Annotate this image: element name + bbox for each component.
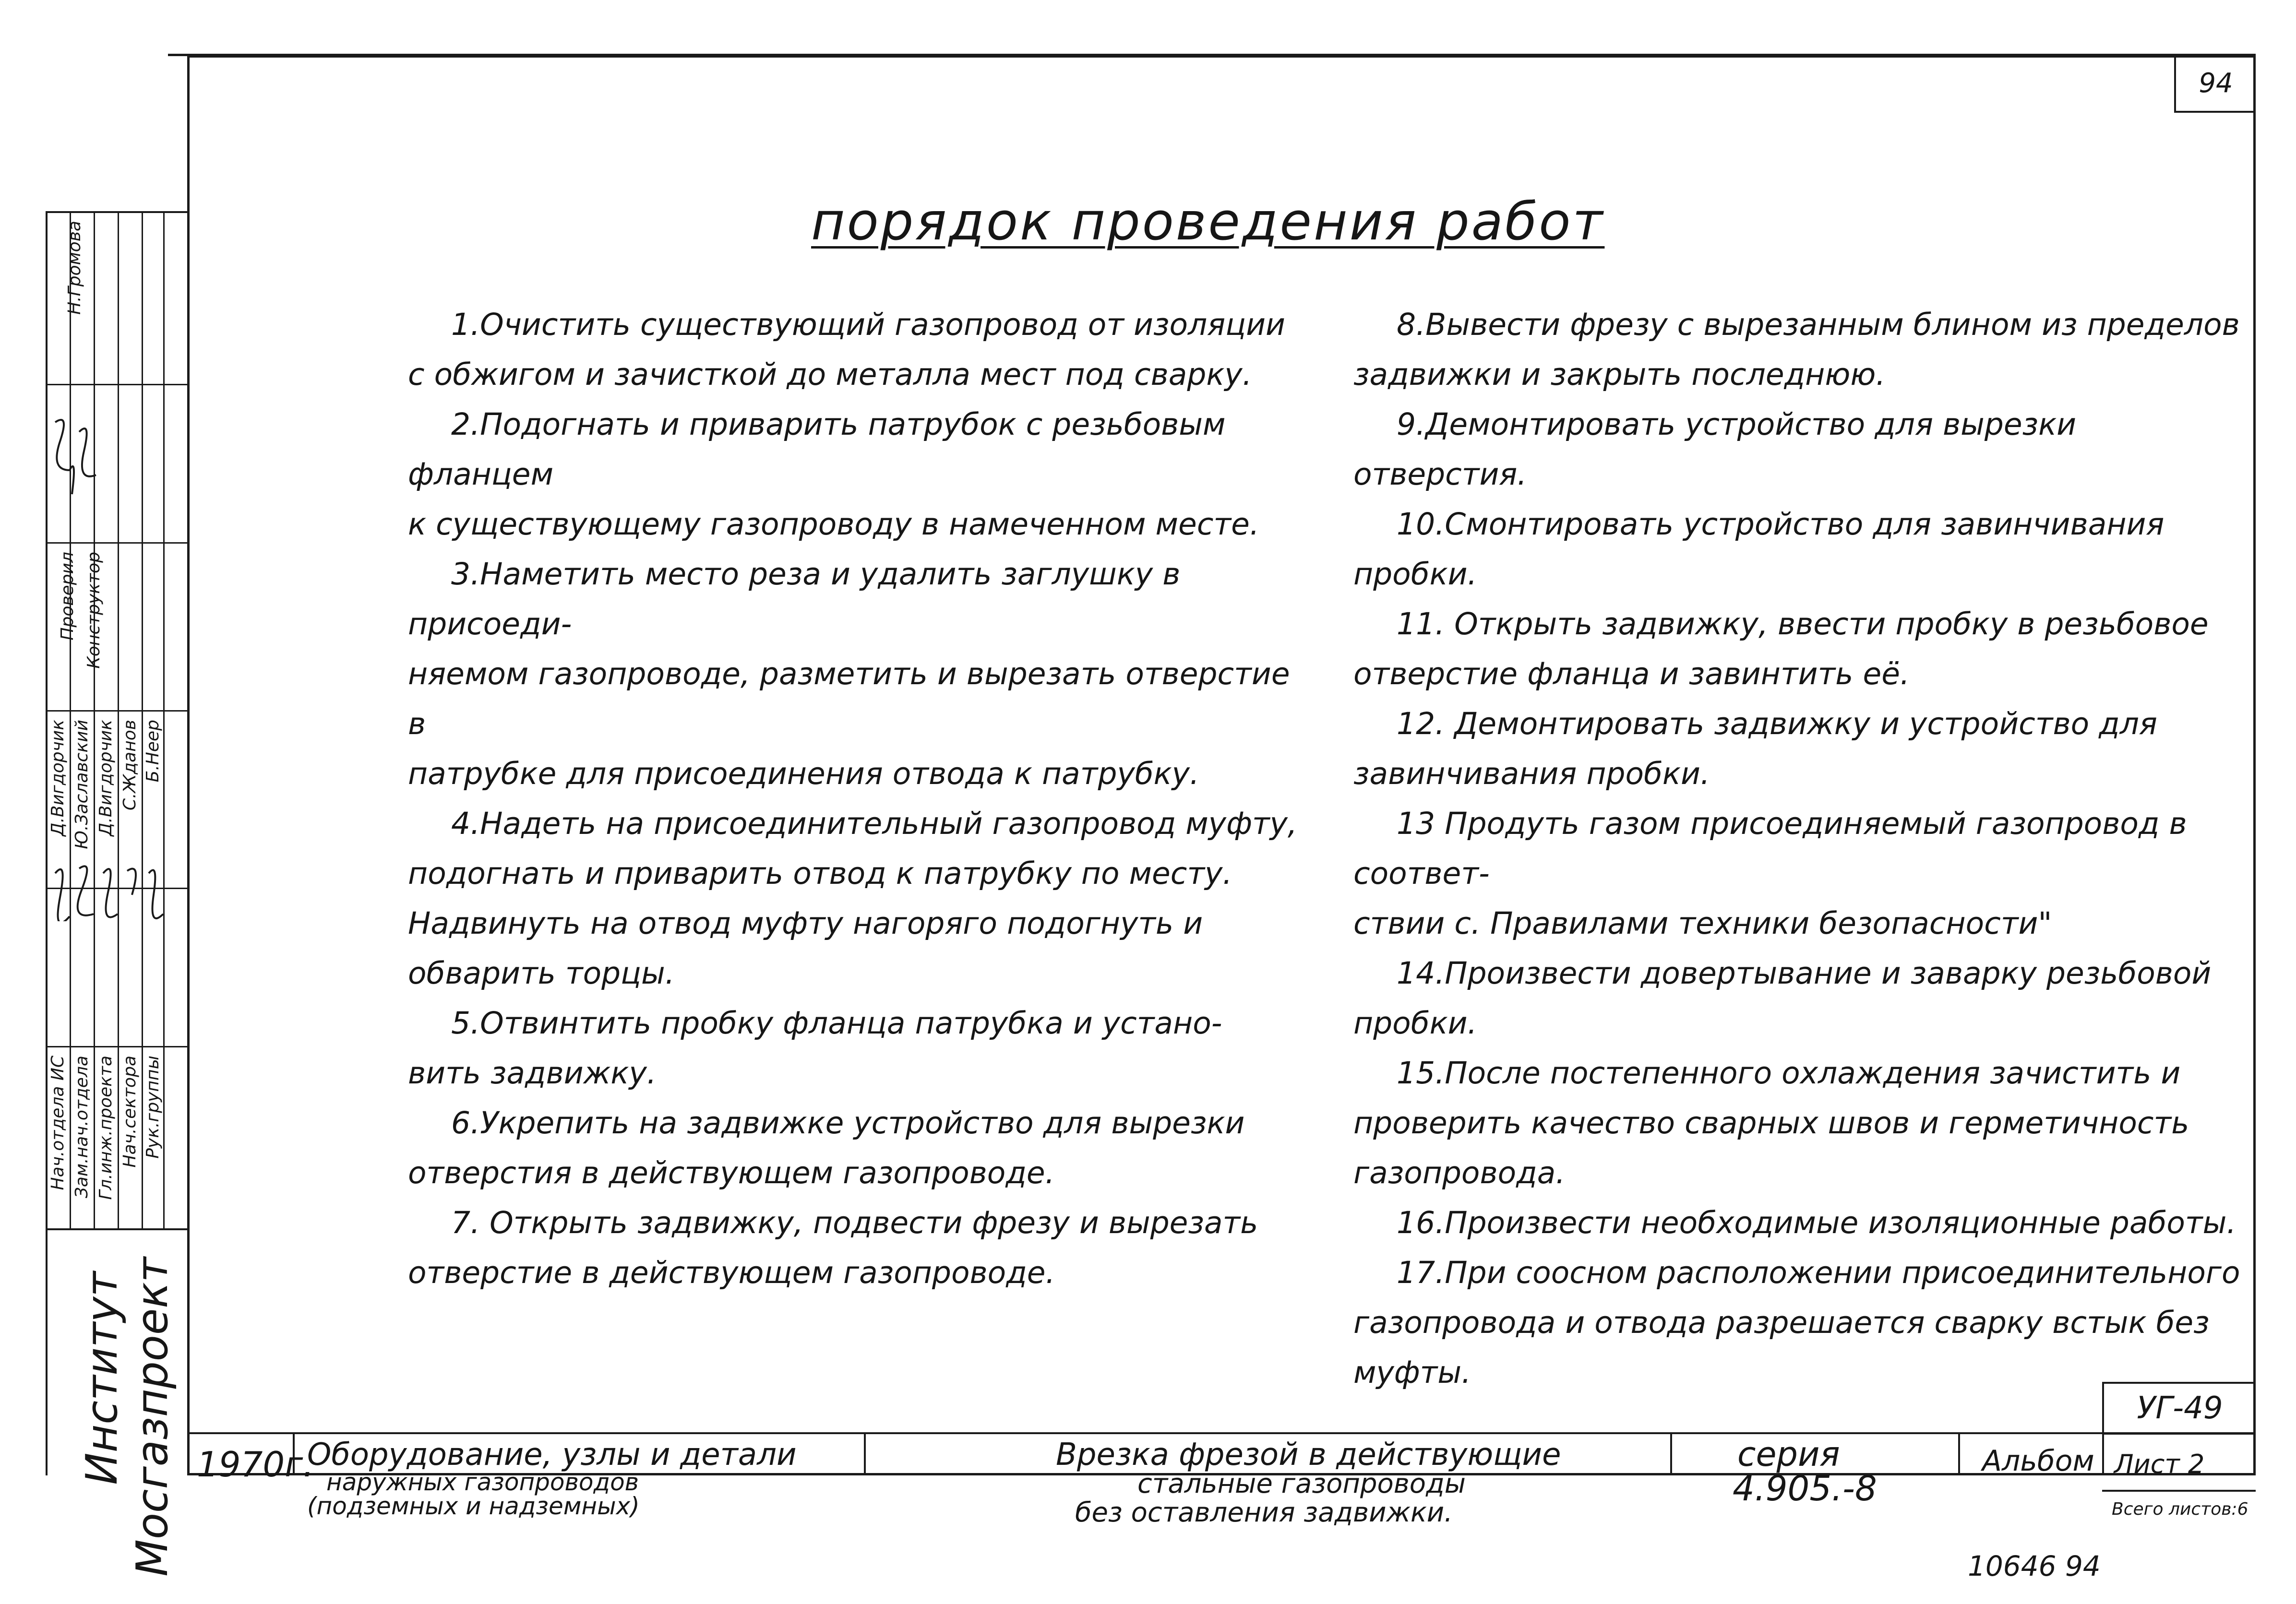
sheet-label: Лист 2 <box>2114 1449 2205 1479</box>
title-description-3: (подземных и надземных) <box>307 1492 640 1520</box>
side-strip-row-6 <box>46 1228 187 1230</box>
side-strip-top <box>46 211 187 213</box>
step-16-line-1: 16.Произвести необходимые изоляционные работы. <box>1397 1205 2236 1240</box>
institute-name: Мосгазпроект <box>127 1257 178 1577</box>
checked-name: Н.Громова <box>65 221 84 315</box>
step-3-line-2: няемом газопроводе, разметить и вырезать отверстие в <box>408 656 1290 741</box>
titleblock-sheet-divider <box>2102 1490 2256 1492</box>
signature-scribbles <box>46 393 190 921</box>
drawing-code: УГ-49 <box>2102 1382 2256 1435</box>
step-9-line-1: 9.Демонтировать устройство для вырезки отверстия. <box>1353 407 2077 492</box>
step-14-line-1: 14.Произвести довертывание и заварку резьбовой пробки. <box>1353 956 2212 1041</box>
titleblock-top <box>187 1432 2256 1434</box>
step-5-line-1: 5.Отвинтить пробку фланца патрубка и устано- <box>451 1006 1222 1041</box>
step-1-line-1: 1.Очистить существующий газопровод от изоляции <box>451 307 1285 342</box>
institute-label: Институт <box>77 1271 127 1485</box>
step-13-line-1: 13 Продуть газом присоединяемый газопровод в соответ- <box>1353 806 2187 891</box>
step-17-line-1: 17.При соосном расположении присоединительного <box>1397 1255 2240 1290</box>
step-2-line-1: 2.Подогнать и приварить патрубок с резьбовым фланцем <box>408 407 1226 492</box>
page-title: порядок проведения работ <box>811 192 1605 252</box>
drawing-title-2: стальные газопроводы <box>1137 1468 1466 1499</box>
series-number: 4.905.-8 <box>1733 1468 1877 1509</box>
step-15-line-2: проверить качество сварных швов и герметичность <box>1353 1105 2189 1141</box>
drawing-title-1: Врезка фрезой в действующие <box>1056 1437 1561 1473</box>
step-4-line-3: Надвинуть на отвод муфту нагоряго подогнуть и <box>408 906 1203 941</box>
step-8-line-2: задвижки и закрыть последнюю. <box>1353 357 1886 392</box>
drawing-title-3: без оставления задвижки. <box>1075 1497 1453 1528</box>
step-12-line-2: завинчивания пробки. <box>1353 756 1710 791</box>
role-1: Нач.отдела ИС <box>48 1056 68 1190</box>
side-strip-row-5 <box>46 1046 187 1047</box>
name-1: Д.Вигдорчик <box>48 720 68 836</box>
name-4: С.Жданов <box>120 720 140 811</box>
step-12-line-1: 12. Демонтировать задвижку и устройство для <box>1397 706 2157 741</box>
step-10-line-1: 10.Смонтировать устройство для завинчивания пробки. <box>1353 507 2164 592</box>
total-sheets-label: Всего листов:6 <box>2112 1499 2248 1519</box>
step-11-line-1: 11. Открыть задвижку, ввести пробку в резьбовое <box>1397 606 2209 642</box>
role-5: Рук.группы <box>143 1056 163 1159</box>
page-number: 94 <box>2174 55 2256 113</box>
name-2: Ю.Заславский <box>72 720 92 849</box>
titleblock-div-title <box>1670 1432 1672 1475</box>
step-4-line-4: обварить торцы. <box>408 956 675 991</box>
step-15-line-1: 15.После постепенного охлаждения зачистить и <box>1397 1056 2181 1091</box>
step-6-line-2: отверстия в действующем газопроводе. <box>408 1155 1055 1190</box>
step-11-line-2: отверстие фланца и завинтить её. <box>1353 656 1910 691</box>
step-5-line-2: вить задвижку. <box>408 1056 657 1091</box>
title-year: 1970г. <box>197 1444 314 1485</box>
step-15-line-3: газопровода. <box>1353 1155 1566 1190</box>
step-8-line-1: 8.Вывести фрезу с вырезанным блином из пределов <box>1397 307 2240 342</box>
side-strip-row-1 <box>46 384 187 385</box>
step-4-line-1: 4.Надеть на присоединительный газопровод муфту, <box>451 806 1297 841</box>
role-2: Зам.нач.отдела <box>72 1056 92 1199</box>
role-3: Гл.инж.проекта <box>96 1056 116 1200</box>
archive-stamp: 10646 94 <box>1968 1550 2101 1582</box>
step-4-line-2: подогнать и приварить отвод к патрубку по месту. <box>408 856 1232 891</box>
titleblock-div-album <box>2102 1432 2104 1475</box>
step-13-line-2: ствии с. Правилами техники безопасности" <box>1353 906 2052 941</box>
checked-label: Проверил <box>58 552 77 641</box>
titleblock-div-desc <box>864 1432 866 1475</box>
name-5: Б.Неер <box>143 720 163 783</box>
step-17-line-3: муфты. <box>1353 1355 1471 1390</box>
name-3: Д.Вигдорчик <box>96 720 116 836</box>
step-7-line-1: 7. Открыть задвижку, подвести фрезу и вырезать <box>451 1205 1258 1240</box>
left-steps-column <box>408 300 1305 1298</box>
step-1-line-2: с обжигом и зачисткой до металла мест под сварку. <box>408 357 1252 392</box>
step-3-line-3: патрубке для присоединения отвода к патрубку. <box>408 756 1199 791</box>
title-description-1: Оборудование, узлы и детали <box>307 1437 797 1473</box>
step-17-line-2: газопровода и отвода разрешается сварку встык без <box>1353 1305 2210 1340</box>
title-description-2: наружных газопроводов <box>326 1468 639 1496</box>
checked-role: Конструктор <box>84 552 104 669</box>
album-label: Альбом <box>1982 1444 2094 1478</box>
step-7-line-2: отверстие в действующем газопроводе. <box>408 1255 1055 1290</box>
top-rule <box>168 54 2256 56</box>
role-4: Нач.сектора <box>120 1056 140 1168</box>
step-3-line-1: 3.Наметить место реза и удалить заглушку в присоеди- <box>408 557 1181 642</box>
series-label: серия <box>1737 1435 1840 1474</box>
titleblock-div-series <box>1958 1432 1960 1475</box>
right-steps-column <box>1353 300 2241 1398</box>
step-6-line-1: 6.Укрепить на задвижке устройство для вырезки <box>451 1105 1245 1141</box>
step-2-line-2: к существующему газопроводу в намеченном месте. <box>408 507 1259 542</box>
